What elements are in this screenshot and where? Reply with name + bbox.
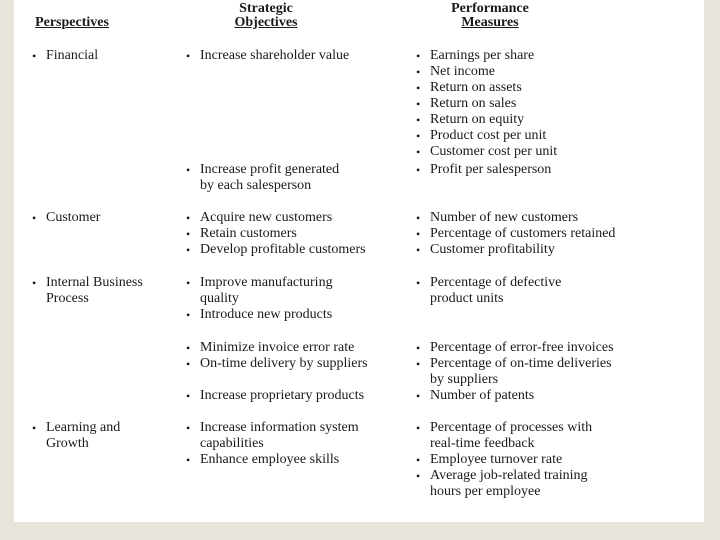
- measure-item: [430, 144, 557, 160]
- measure-item-bullet: •: [416, 243, 421, 257]
- measure-item-bullet: •: [416, 65, 421, 79]
- objective-item: [200, 242, 366, 258]
- measure-item: [430, 48, 534, 64]
- objective-item-bullet: •: [186, 341, 191, 355]
- measure-item-bullet: •: [416, 357, 421, 371]
- objective-item-line: capabilities: [200, 436, 264, 451]
- measure-item-bullet: •: [416, 49, 421, 63]
- objective-item-bullet: •: [186, 211, 191, 225]
- measure-item-bullet: •: [416, 276, 421, 290]
- perspective-item-bullet: •: [32, 421, 37, 435]
- objective-item: [200, 210, 332, 226]
- measure-item-bullet: •: [416, 145, 421, 159]
- objective-item: [200, 452, 339, 468]
- scorecard-sheet: [14, 0, 704, 522]
- header-performance-measures: [426, 2, 554, 30]
- objective-item: [200, 420, 359, 452]
- header-strategic-objectives: [210, 2, 322, 30]
- objective-item-line: On-time delivery by suppliers: [200, 356, 368, 371]
- perspective-item-line: Learning and: [46, 420, 121, 435]
- perspective-item: [46, 275, 143, 307]
- header-performance-line2: Measures: [461, 15, 519, 30]
- measure-item: [430, 388, 534, 404]
- measure-item: [430, 452, 562, 468]
- objective-item-line: Retain customers: [200, 226, 297, 241]
- objective-item-line: Develop profitable customers: [200, 242, 366, 257]
- objective-item: [200, 162, 339, 194]
- measure-item: [430, 64, 495, 80]
- objective-item: [200, 388, 364, 404]
- perspective-item-bullet: •: [32, 276, 37, 290]
- objective-item-bullet: •: [186, 357, 191, 371]
- measure-item-line: product units: [430, 291, 504, 306]
- perspective-item-bullet: •: [32, 211, 37, 225]
- objective-item-bullet: •: [186, 453, 191, 467]
- measure-item-bullet: •: [416, 341, 421, 355]
- measure-item: [430, 210, 578, 226]
- measure-item-bullet: •: [416, 421, 421, 435]
- perspective-item-line: Growth: [46, 436, 89, 451]
- measure-item: [430, 128, 546, 144]
- measure-item-line: Product cost per unit: [430, 128, 547, 143]
- objective-item-line: Increase shareholder value: [200, 48, 350, 63]
- measure-item-line: Percentage of defective: [430, 275, 562, 290]
- perspective-item-line: Financial: [46, 48, 99, 63]
- objective-item: [200, 275, 333, 307]
- measure-item: [430, 162, 551, 178]
- measure-item: [430, 356, 612, 388]
- objective-item-line: Introduce new products: [200, 307, 333, 322]
- objective-item-bullet: •: [186, 49, 191, 63]
- measure-item: [430, 96, 516, 112]
- measure-item: [430, 420, 592, 452]
- measure-item-bullet: •: [416, 113, 421, 127]
- measure-item-line: Percentage of error-free invoices: [430, 340, 614, 355]
- header-perspectives-text: Perspectives: [35, 15, 109, 30]
- measure-item-bullet: •: [416, 389, 421, 403]
- perspective-item-line: Process: [46, 291, 89, 306]
- measure-item-line: Return on equity: [430, 112, 525, 127]
- measure-item: [430, 340, 614, 356]
- measure-item-line: Earnings per share: [430, 48, 535, 63]
- measure-item-line: Employee turnover rate: [430, 452, 563, 467]
- objective-item-bullet: •: [186, 389, 191, 403]
- objective-item-bullet: •: [186, 421, 191, 435]
- perspective-item: [46, 420, 120, 452]
- measure-item-line: Profit per salesperson: [430, 162, 552, 177]
- measure-item: [430, 112, 524, 128]
- measure-item-line: real-time feedback: [430, 436, 535, 451]
- objective-item-bullet: •: [186, 243, 191, 257]
- measure-item-bullet: •: [416, 211, 421, 225]
- measure-item: [430, 226, 615, 242]
- header-strategic-line1: Strategic: [239, 1, 293, 16]
- objective-item: [200, 226, 297, 242]
- objective-item-line: Increase proprietary products: [200, 388, 365, 403]
- objective-item-line: Improve manufacturing: [200, 275, 333, 290]
- measure-item-line: by suppliers: [430, 372, 499, 387]
- measure-item-bullet: •: [416, 81, 421, 95]
- objective-item-line: Increase information system: [200, 420, 359, 435]
- objective-item-line: Minimize invoice error rate: [200, 340, 355, 355]
- perspective-item: [46, 210, 100, 226]
- objective-item: [200, 48, 349, 64]
- objective-item-line: by each salesperson: [200, 178, 312, 193]
- measure-item-line: Return on assets: [430, 80, 522, 95]
- measure-item-line: Customer cost per unit: [430, 144, 558, 159]
- objective-item-line: Enhance employee skills: [200, 452, 340, 467]
- measure-item-line: Customer profitability: [430, 242, 555, 257]
- objective-item-bullet: •: [186, 276, 191, 290]
- objective-item: [200, 340, 354, 356]
- measure-item: [430, 242, 555, 258]
- measure-item-line: Net income: [430, 64, 495, 79]
- measure-item: [430, 275, 561, 307]
- header-performance-line1: Performance: [451, 1, 529, 16]
- measure-item-bullet: •: [416, 163, 421, 177]
- objective-item-bullet: •: [186, 227, 191, 241]
- measure-item-bullet: •: [416, 97, 421, 111]
- objective-item-line: Acquire new customers: [200, 210, 333, 225]
- measure-item-line: Return on sales: [430, 96, 517, 111]
- objective-item-line: quality: [200, 291, 239, 306]
- measure-item-line: hours per employee: [430, 484, 541, 499]
- measure-item-line: Number of patents: [430, 388, 535, 403]
- perspective-item: [46, 48, 98, 64]
- header-strategic-line2: Objectives: [234, 15, 298, 30]
- objective-item-bullet: •: [186, 308, 191, 322]
- header-perspectives: [20, 16, 124, 30]
- measure-item-line: Percentage of customers retained: [430, 226, 616, 241]
- measure-item-line: Percentage of processes with: [430, 420, 593, 435]
- objective-item-bullet: •: [186, 163, 191, 177]
- objective-item-line: Increase profit generated: [200, 162, 340, 177]
- measure-item-bullet: •: [416, 453, 421, 467]
- perspective-item-line: Internal Business: [46, 275, 143, 290]
- measure-item-line: Number of new customers: [430, 210, 579, 225]
- measure-item-bullet: •: [416, 129, 421, 143]
- measure-item-line: Average job-related training: [430, 468, 588, 483]
- objective-item: [200, 307, 332, 323]
- measure-item: [430, 468, 588, 500]
- measure-item-bullet: •: [416, 227, 421, 241]
- perspective-item-line: Customer: [46, 210, 101, 225]
- perspective-item-bullet: •: [32, 49, 37, 63]
- objective-item: [200, 356, 368, 372]
- measure-item-line: Percentage of on-time deliveries: [430, 356, 612, 371]
- measure-item: [430, 80, 522, 96]
- measure-item-bullet: •: [416, 469, 421, 483]
